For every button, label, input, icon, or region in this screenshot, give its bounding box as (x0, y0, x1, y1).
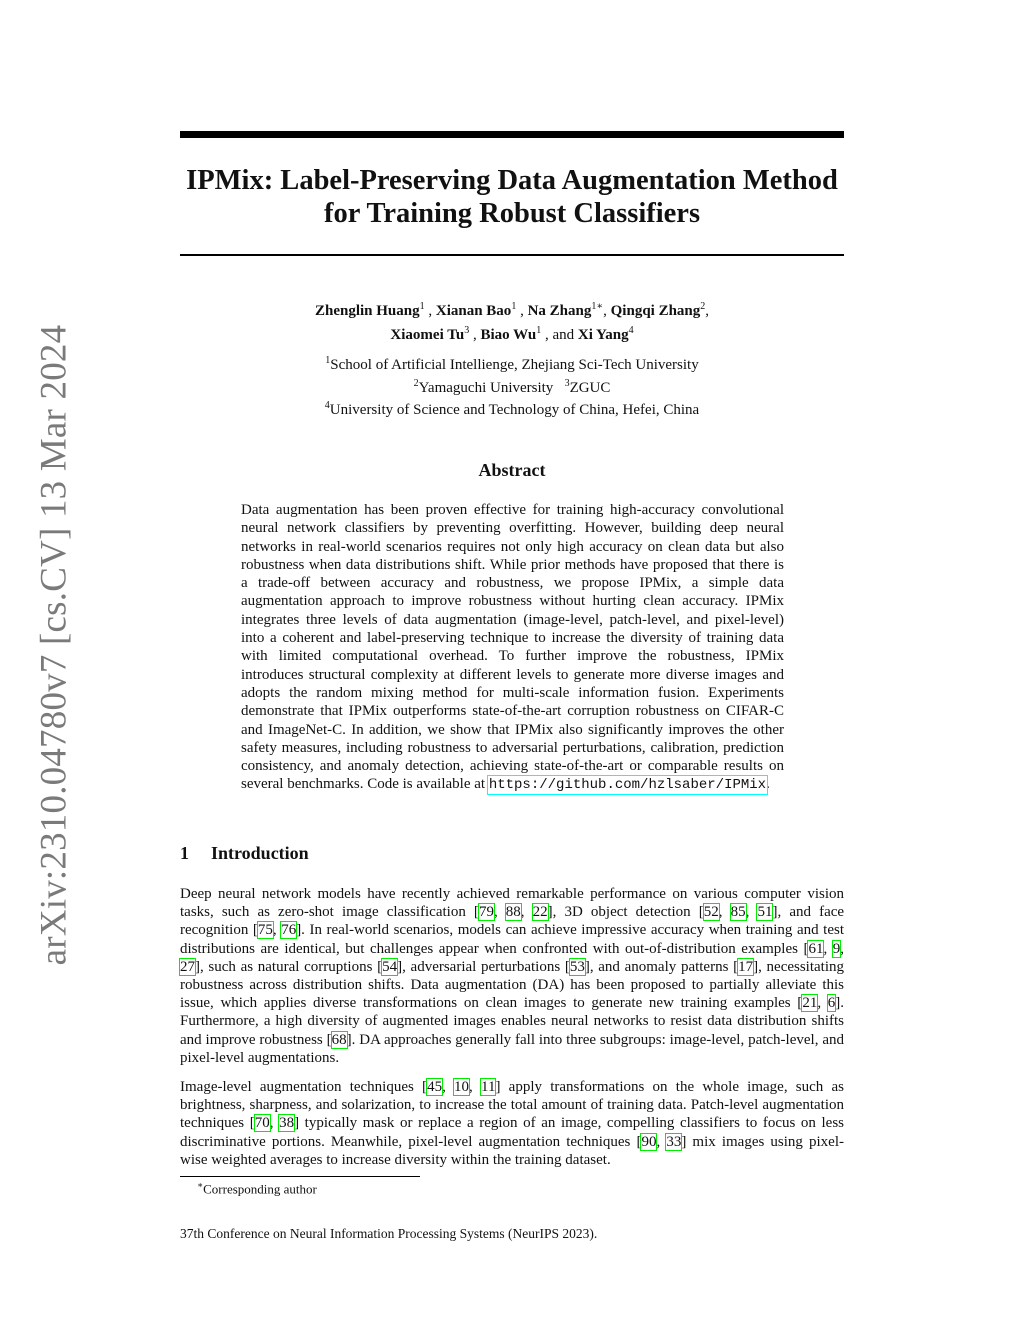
paragraph-text: , (442, 1079, 455, 1095)
citation-link[interactable]: 79 (478, 904, 494, 921)
paper-title (170, 164, 854, 230)
abstract-text: Data augmentation has been proven effective for training high-accuracy convolutional neural network classifiers by preventing overfitting. However, building deep neural networks in real-world scenarios requires not only high accuracy on clean data but also robustness when data distributions shift. While prior methods have proposed that there is a trade-off between accuracy and robustness, we propose IPMix, a simple data augmentation approach to improve robustness without hurting clean accuracy. IPMix integrates three levels of data augmentation (image-level, patch-level, and pixel-level) into a coherent and label-preserving technique to increase the diversity of training data with limited computational overhead. To further improve the robustness, IPMix introduces structural complexity at different levels to generate more diverse images and adopts the random mixing method for multi-scale information fusion. Experiments demonstrate that IPMix outperforms state-of-the-art corruption robustness on CIFAR-C and ImageNet-C. In addition, we show that IPMix also significantly improves the other safety measures, including robustness to adversarial perturbations, calibration, prediction consistency, and anomaly detection, achieving state-of-the-art or comparable results on several benchmarks. Code is available at (241, 502, 784, 793)
citation-link[interactable]: 33 (666, 1133, 682, 1150)
paragraph-text: ]. In real-world scenarios, models can achieve impressive accuracy when training and test distributions are identical, but challenges appear when confronted with out-of-distribution examples [ (180, 922, 845, 957)
paragraph-text: ], such as natural corruptions [ (195, 958, 383, 975)
citation-link[interactable]: 17 (738, 958, 754, 975)
paragraph-text: ], and anomaly patterns [ (584, 958, 739, 975)
paragraph-text: ]. DA approaches generally fall into three subgroups: image-level, patch-level, and pixel-level augmentations. (180, 1031, 844, 1066)
footnote-mark: ∗ (197, 1180, 204, 1190)
section-number: 1 (180, 843, 189, 863)
citation-link[interactable]: 10 (454, 1079, 470, 1095)
paragraph-text: ], 3D object detection [ (547, 904, 704, 921)
affiliation-mark: 1 (325, 355, 331, 366)
introduction-paragraph-2 (180, 1078, 844, 1169)
code-repository-link[interactable]: https://github.com/hzlsaber/IPMix (488, 777, 767, 794)
footnote (197, 1180, 317, 1197)
paragraph-text: ], necessitating robustness across distribution shifts. Data augmentation (DA) has been proposed to partially alleviate this issue, which applies diverse transformations on clean images to generate new training examples [ (180, 958, 845, 1012)
citation-link[interactable]: 38 (279, 1115, 295, 1132)
paragraph-text: ], and face recognition [ (180, 904, 845, 939)
paragraph-text: , (718, 904, 731, 921)
citation-link[interactable]: 51 (757, 904, 773, 921)
paragraph-text: , (817, 995, 828, 1012)
title-line-2: for Training Robust Classifiers (323, 198, 701, 229)
footnote-text: Corresponding author (203, 1181, 317, 1197)
affiliation-mark: 4 (324, 400, 330, 411)
citation-link[interactable]: 88 (505, 904, 521, 921)
affiliation-line (180, 352, 844, 375)
citation-link[interactable]: 75 (257, 922, 273, 939)
author-affiliation-mark: 3 (464, 325, 470, 336)
citation-link[interactable]: 61 (808, 940, 824, 957)
conference-venue-note: 37th Conference on Neural Information Processing Systems (NeurIPS 2023). (180, 1226, 598, 1241)
citation-link[interactable]: 76 (281, 922, 297, 939)
paragraph-text: ]. Furthermore, a high diversity of augmented images enables neural networks to resist data distribution shifts and improve robustness [ (180, 995, 845, 1048)
affiliation-mark: 2 (413, 377, 419, 389)
author-name: Biao Wu (480, 327, 537, 343)
paragraph-text: ] apply transformations on the whole image, such as brightness, sharpness, and solarization, to increase the total amount of training data. Patch-level augmentation techniques [ (180, 1079, 845, 1132)
paragraph-text: ] typically mask or replace a region of an image, compelling classifiers to focus on less discriminative portions. Meanwhile, pixel-level augmentation techniques [ (180, 1115, 844, 1150)
paragraph-text: , (840, 940, 845, 957)
citation-link[interactable]: 22 (532, 904, 548, 921)
author-affiliation-mark: 2 (700, 301, 706, 312)
author-name: Zhenglin Huang (314, 303, 420, 319)
paragraph-text: , (269, 1115, 280, 1132)
author-line-1: Zhenglin Huang$^1$ , Xianan Bao$^1$ , Na Zhang$^{1∗}$, Qingqi Zhang$^2$, (314, 301, 710, 319)
author-affiliation-mark: 1 (536, 325, 542, 336)
citation-link[interactable]: 70 (254, 1115, 270, 1132)
author-affiliation-mark: 1∗ (591, 301, 604, 312)
paragraph-text: , (493, 904, 506, 921)
author-affiliation-mark: 1 (511, 301, 517, 312)
affiliation-line (180, 375, 844, 398)
citation-link[interactable]: 21 (802, 995, 818, 1012)
paragraph-text: Deep neural network models have recently achieved remarkable performance on various computer vision tasks, such as zero-shot image classification [ (180, 886, 844, 921)
citation-link[interactable]: 54 (382, 958, 398, 975)
citation-link[interactable]: 68 (331, 1031, 347, 1048)
paragraph-text: , (272, 922, 282, 939)
author-name: Qingqi Zhang (610, 303, 701, 319)
abstract-body (241, 501, 784, 795)
citation-link[interactable]: 53 (569, 958, 585, 975)
citation-link[interactable]: 90 (641, 1133, 657, 1150)
author-line-2: Xiaomei Tu$^3$ , Biao Wu$^1$ , and Xi Yang$^4$ (390, 325, 634, 343)
citation-link[interactable]: 85 (730, 904, 746, 921)
citation-link[interactable]: 11 (481, 1079, 496, 1095)
abstract-heading: Abstract (478, 460, 546, 480)
paragraph-text: , (656, 1133, 667, 1150)
affiliation-name: Yamaguchi University (418, 379, 554, 396)
affiliation-name: University of Science and Technology of China, Hefei, China (329, 402, 700, 418)
affiliation-line (180, 397, 844, 420)
abstract-end: . (766, 776, 770, 793)
introduction-paragraph-1 (180, 885, 844, 1067)
affiliation-mark: 3 (564, 377, 570, 389)
author-affiliation-mark: 1 (419, 301, 425, 312)
paragraph-text: , (745, 904, 758, 921)
affiliation-list (180, 352, 844, 420)
title-top-rule (180, 131, 844, 138)
paragraph-text: Image-level augmentation techniques [ (180, 1079, 428, 1095)
author-name: Xiaomei Tu (390, 327, 465, 343)
title-line-1: IPMix: Label-Preserving Data Augmentation Method (186, 165, 838, 196)
author-list (180, 297, 844, 345)
author-name: Na Zhang (527, 303, 592, 319)
citation-link[interactable]: 45 (427, 1079, 443, 1095)
paragraph-text: ], adversarial perturbations [ (397, 958, 570, 975)
affiliation-name: ZGUC (569, 379, 611, 396)
arxiv-identifier-stamp[interactable]: arXiv:2310.04780v7 [cs.CV] 13 Mar 2024 (33, 324, 75, 966)
affiliation-name: School of Artificial Intellienge, Zhejiang Sci-Tech University (330, 357, 699, 373)
author-affiliation-mark: 4 (628, 325, 634, 336)
author-name: Xi Yang (577, 327, 629, 343)
citation-link[interactable]: 9 (832, 940, 841, 957)
footnote-rule (180, 1176, 420, 1177)
title-bottom-rule (180, 254, 844, 256)
paragraph-text: , (823, 940, 833, 957)
citation-link[interactable]: 6 (827, 995, 836, 1012)
paragraph-text: ] mix images using pixel-wise weighted averages to increase diversity within the training dataset. (180, 1133, 845, 1168)
section-heading-introduction (180, 843, 309, 864)
paragraph-text: , (469, 1079, 481, 1095)
citation-link[interactable]: 52 (703, 904, 719, 921)
section-title: Introduction (211, 843, 309, 863)
citation-link[interactable]: 27 (180, 958, 195, 975)
paragraph-text: , (520, 904, 533, 921)
author-name: Xianan Bao (435, 303, 512, 319)
